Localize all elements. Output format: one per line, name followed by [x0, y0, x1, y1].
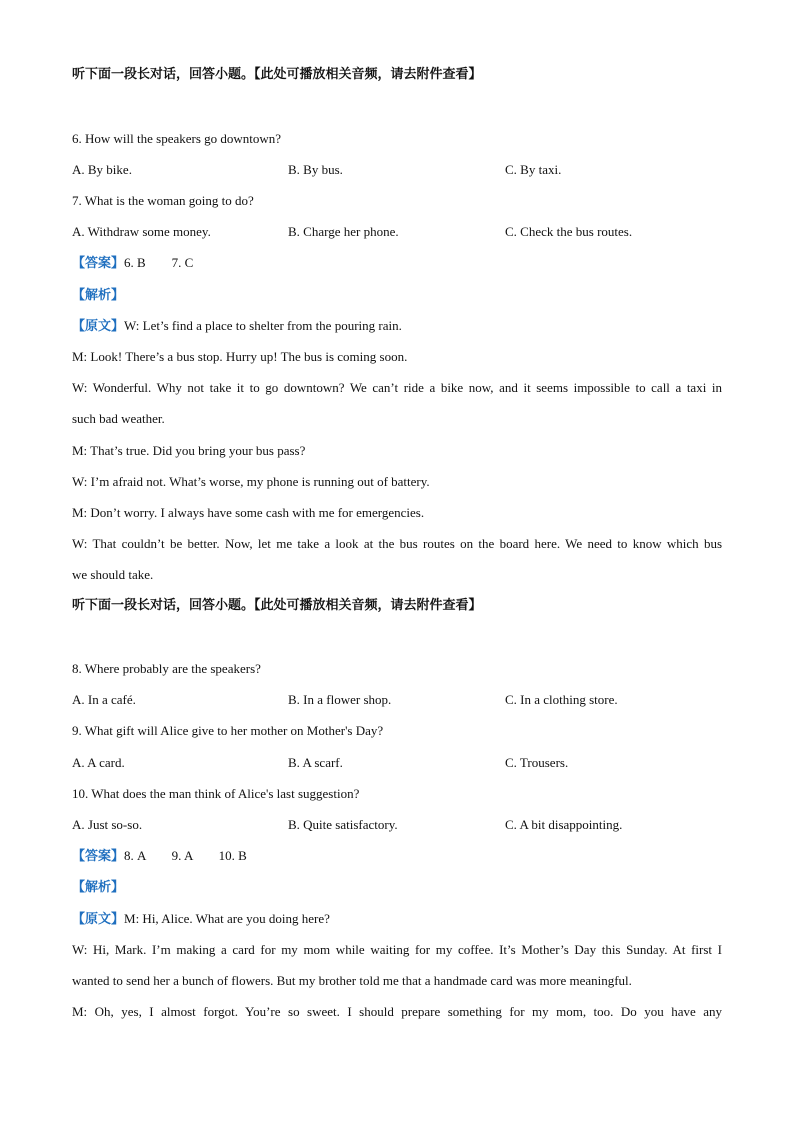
q6-stem: 6. How will the speakers go downtown?: [72, 131, 282, 146]
q10-option-c: C. A bit disappointing.: [505, 817, 623, 832]
transcript-text: W: Let’s find a place to shelter from the pouring rain.: [124, 318, 402, 333]
q9-option-b: B. A scarf.: [288, 755, 343, 770]
transcript-text: M: Hi, Alice. What are you doing here?: [124, 911, 330, 926]
transcript-line: W: Hi, Mark. I’m making a card for my mom while waiting for my coffee. It’s Mother’s Day this Sunday. At first I: [72, 942, 722, 957]
transcript-line: [72, 317, 402, 336]
original-tag: 【原文】: [72, 319, 125, 334]
transcript-line: W: That couldn’t be better. Now, let me take a look at the bus routes on the board here. We need to know which bus: [72, 536, 722, 551]
transcript-line: wanted to send her a bunch of flowers. But my brother told me that a handmade card was more meaningful.: [72, 973, 632, 988]
q9-option-c: C. Trousers.: [505, 755, 569, 770]
answer-tag: 【答案】: [72, 256, 125, 271]
q7-stem: 7. What is the woman going to do?: [72, 193, 254, 208]
transcript-line: M: Look! There’s a bus stop. Hurry up! The bus is coming soon.: [72, 349, 408, 364]
section2-instruction: 听下面一段长对话，回答小题。【此处可播放相关音频，请去附件查看】: [72, 598, 482, 613]
transcript-line: [72, 910, 330, 929]
analysis-tag: 【解析】: [72, 288, 125, 303]
transcript-line: we should take.: [72, 567, 154, 582]
q9-option-a: A. A card.: [72, 755, 125, 770]
answer-line-1: [72, 254, 193, 273]
transcript-line: M: Don’t worry. I always have some cash with me for emergencies.: [72, 505, 425, 520]
section1-instruction: 听下面一段长对话，回答小题。【此处可播放相关音频，请去附件查看】: [72, 67, 482, 82]
q9-stem: 9. What gift will Alice give to her mother on Mother's Day?: [72, 723, 384, 738]
answer-tag: 【答案】: [72, 849, 125, 864]
q7-option-a: A. Withdraw some money.: [72, 224, 211, 239]
answer-text: 6. B 7. C: [124, 255, 194, 270]
answer-line-2: [72, 847, 247, 866]
transcript-line: such bad weather.: [72, 411, 165, 426]
q8-option-a: A. In a café.: [72, 692, 136, 707]
q10-option-a: A. Just so-so.: [72, 817, 143, 832]
analysis-tag: 【解析】: [72, 880, 125, 895]
original-tag: 【原文】: [72, 912, 125, 927]
analysis-line-2: [72, 878, 124, 897]
q7-option-c: C. Check the bus routes.: [505, 224, 633, 239]
q8-option-c: C. In a clothing store.: [505, 692, 618, 707]
q10-stem: 10. What does the man think of Alice's last suggestion?: [72, 786, 360, 801]
transcript-line: M: Oh, yes, I almost forgot. You’re so sweet. I should prepare something for my mom, too. Do you have any: [72, 1004, 722, 1019]
transcript-line: M: That’s true. Did you bring your bus pass?: [72, 443, 306, 458]
answer-text: 8. A 9. A 10. B: [124, 848, 247, 863]
transcript-line: W: I’m afraid not. What’s worse, my phone is running out of battery.: [72, 474, 430, 489]
analysis-line-1: [72, 286, 124, 305]
q8-stem: 8. Where probably are the speakers?: [72, 661, 261, 676]
q10-option-b: B. Quite satisfactory.: [288, 817, 398, 832]
q6-option-a: A. By bike.: [72, 162, 132, 177]
q6-option-c: C. By taxi.: [505, 162, 562, 177]
q6-option-b: B. By bus.: [288, 162, 343, 177]
transcript-line: W: Wonderful. Why not take it to go downtown? We can’t ride a bike now, and it seems impossible to call a taxi in: [72, 380, 722, 395]
q7-option-b: B. Charge her phone.: [288, 224, 399, 239]
q8-option-b: B. In a flower shop.: [288, 692, 392, 707]
